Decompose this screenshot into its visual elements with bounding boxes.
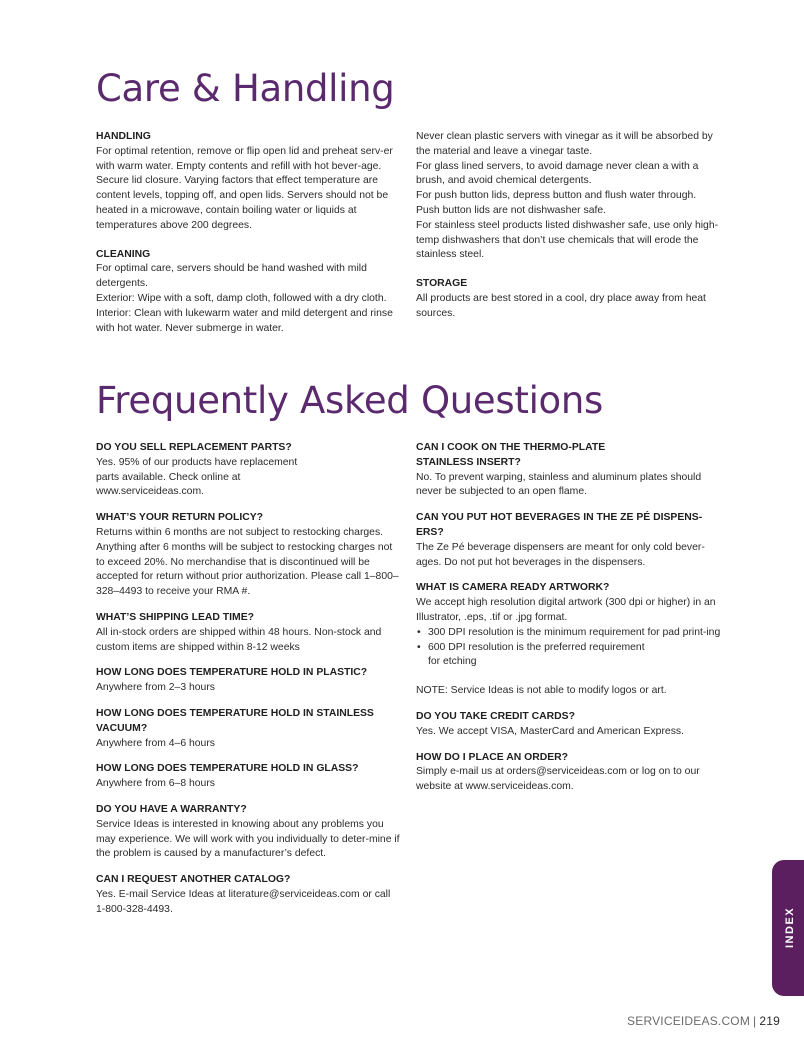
faq-item xyxy=(96,441,401,500)
faq-answer: Anywhere from 6–8 hours xyxy=(96,778,215,790)
page-number: 219 xyxy=(759,1014,780,1028)
care-line: For push button lids, depress button and flush water through. Push button lids are not dishwasher safe. xyxy=(416,190,697,216)
faq-question: HOW LONG DOES TEMPERATURE HOLD IN STAINLESS VACUUM? xyxy=(96,707,374,734)
page-footer xyxy=(627,1014,780,1028)
faq-question: CAN YOU PUT HOT BEVERAGES IN THE ZE PÉ DISPENS-ERS? xyxy=(416,512,703,538)
faq-item xyxy=(96,511,401,600)
cleaning-line: Exterior: Wipe with a soft, damp cloth, followed with a dry cloth. xyxy=(96,292,387,304)
storage-text: All products are best stored in a cool, dry place away from heat sources. xyxy=(416,292,706,319)
faq-answer: We accept high resolution digital artwork (300 dpi or higher) in an Illustrator, .eps, .tif or .jpg format. xyxy=(416,597,716,623)
faq-question: HOW LONG DOES TEMPERATURE HOLD IN PLASTIC? xyxy=(96,667,368,679)
faq-answer: Service Ideas is interested in knowing about any problems you may experience. We will work with you individually to deter-mine if the problem is caused by a manufacturer’s defect. xyxy=(96,818,400,860)
faq-question: DO YOU HAVE A WARRANTY? xyxy=(96,803,247,815)
faq-item-artwork xyxy=(416,581,721,699)
faq-question: WHAT’S YOUR RETURN POLICY? xyxy=(96,512,264,524)
faq-answer: Returns within 6 months are not subject to restocking charges. Anything after 6 months will be subject to restocking charges not to exceed 20%. No merchandise that is discontinued will be accepted for return without prior authorization. Please call 1–800–328–4493 to receive your RMA #. xyxy=(96,526,399,598)
care-left-column xyxy=(96,130,401,350)
faq-item xyxy=(96,611,401,655)
care-line: Never clean plastic servers with vinegar as it will be absorbed by the material and leave a vinegar taste. xyxy=(416,131,713,157)
faq-answer: Yes. We accept VISA, MasterCard and American Express. xyxy=(416,725,684,737)
faq-question: HOW DO I PLACE AN ORDER? xyxy=(416,751,569,763)
faq-item xyxy=(416,511,721,570)
faq-question: CAN I REQUEST ANOTHER CATALOG? xyxy=(96,874,291,886)
faq-question: HOW LONG DOES TEMPERATURE HOLD IN GLASS? xyxy=(96,763,359,775)
faq-question: WHAT’S SHIPPING LEAD TIME? xyxy=(96,611,254,623)
faq-item xyxy=(416,441,721,500)
faq-question: CAN I COOK ON THE THERMO-PLATE STAINLESS INSERT? xyxy=(416,442,606,468)
faq-item xyxy=(96,873,401,917)
care-line: For glass lined servers, to avoid damage never clean a with a brush, and avoid chemical detergents. xyxy=(416,160,699,187)
faq-answer: Anywhere from 2–3 hours xyxy=(96,682,215,694)
faq-item xyxy=(96,707,401,751)
faq-item xyxy=(416,710,721,740)
faq-answer: No. To prevent warping, stainless and aluminum plates should never be subjected to an open flame. xyxy=(416,471,702,498)
faq-question: DO YOU TAKE CREDIT CARDS? xyxy=(416,710,575,722)
faq-answer: Anywhere from 4–6 hours xyxy=(96,737,215,749)
faq-right-column xyxy=(416,441,721,806)
care-title: Care & Handling xyxy=(96,67,395,110)
bullet-item: • 300 DPI resolution is the minimum requirement for pad print-ing xyxy=(416,626,721,641)
faq-title: Frequently Asked Questions xyxy=(96,379,604,422)
faq-answer: Yes. E-mail Service Ideas at literature@serviceideas.com or call 1-800-328-4493. xyxy=(96,888,391,915)
faq-answer: Yes. 95% of our products have replacement parts available. Check online at www.serviceideas.com. xyxy=(96,456,298,498)
cleaning-line: For optimal care, servers should be hand washed with mild detergents. xyxy=(96,263,367,290)
artwork-note: NOTE: Service Ideas is not able to modify logos or art. xyxy=(416,685,667,697)
faq-left-column xyxy=(96,441,401,929)
faq-answer: The Ze Pé beverage dispensers are meant for only cold bever-ages. Do not put hot beverages in the dispensers. xyxy=(416,541,705,568)
faq-item xyxy=(96,762,401,792)
faq-question: DO YOU SELL REPLACEMENT PARTS? xyxy=(96,442,292,453)
faq-item xyxy=(416,751,721,795)
footer-site: SERVICEIDEAS.COM xyxy=(627,1014,751,1028)
faq-answer: All in-stock orders are shipped within 48 hours. Non-stock and custom items are shipped within 8-12 weeks xyxy=(96,626,382,653)
faq-question: WHAT IS CAMERA READY ARTWORK? xyxy=(416,582,610,594)
storage-heading: STORAGE xyxy=(416,278,468,290)
faq-item xyxy=(96,803,401,862)
handling-heading: HANDLING xyxy=(96,131,151,142)
faq-item xyxy=(96,666,401,696)
faq-answer: Simply e-mail us at orders@serviceideas.com or log on to our website at www.serviceideas.com. xyxy=(416,766,700,793)
index-tab-label: INDEX xyxy=(784,906,796,948)
cleaning-line: Interior: Clean with lukewarm water and mild detergent and rinse with hot water. Never submerge in water. xyxy=(96,307,393,334)
care-line: For stainless steel products listed dishwasher safe, use only high-temp dishwashers that don’t use chemicals that will erode the stainless steel. xyxy=(416,219,719,261)
footer-separator: | xyxy=(753,1014,757,1028)
artwork-bullet-list xyxy=(416,626,721,670)
cleaning-heading: CLEANING xyxy=(96,248,151,260)
handling-text: For optimal retention, remove or flip open lid and preheat serv-er with warm water. Empty contents and refill with hot bever-age. Secure lid closure. Varying factors that effect temperature are content levels, topping off, and open lids. Servers should not be heated in a microwave, contain boiling water or liquids at temperatures above 200 degrees. xyxy=(96,145,393,231)
care-right-column xyxy=(416,130,721,336)
bullet-item: • 600 DPI resolution is the preferred requirement for etching xyxy=(416,641,721,671)
